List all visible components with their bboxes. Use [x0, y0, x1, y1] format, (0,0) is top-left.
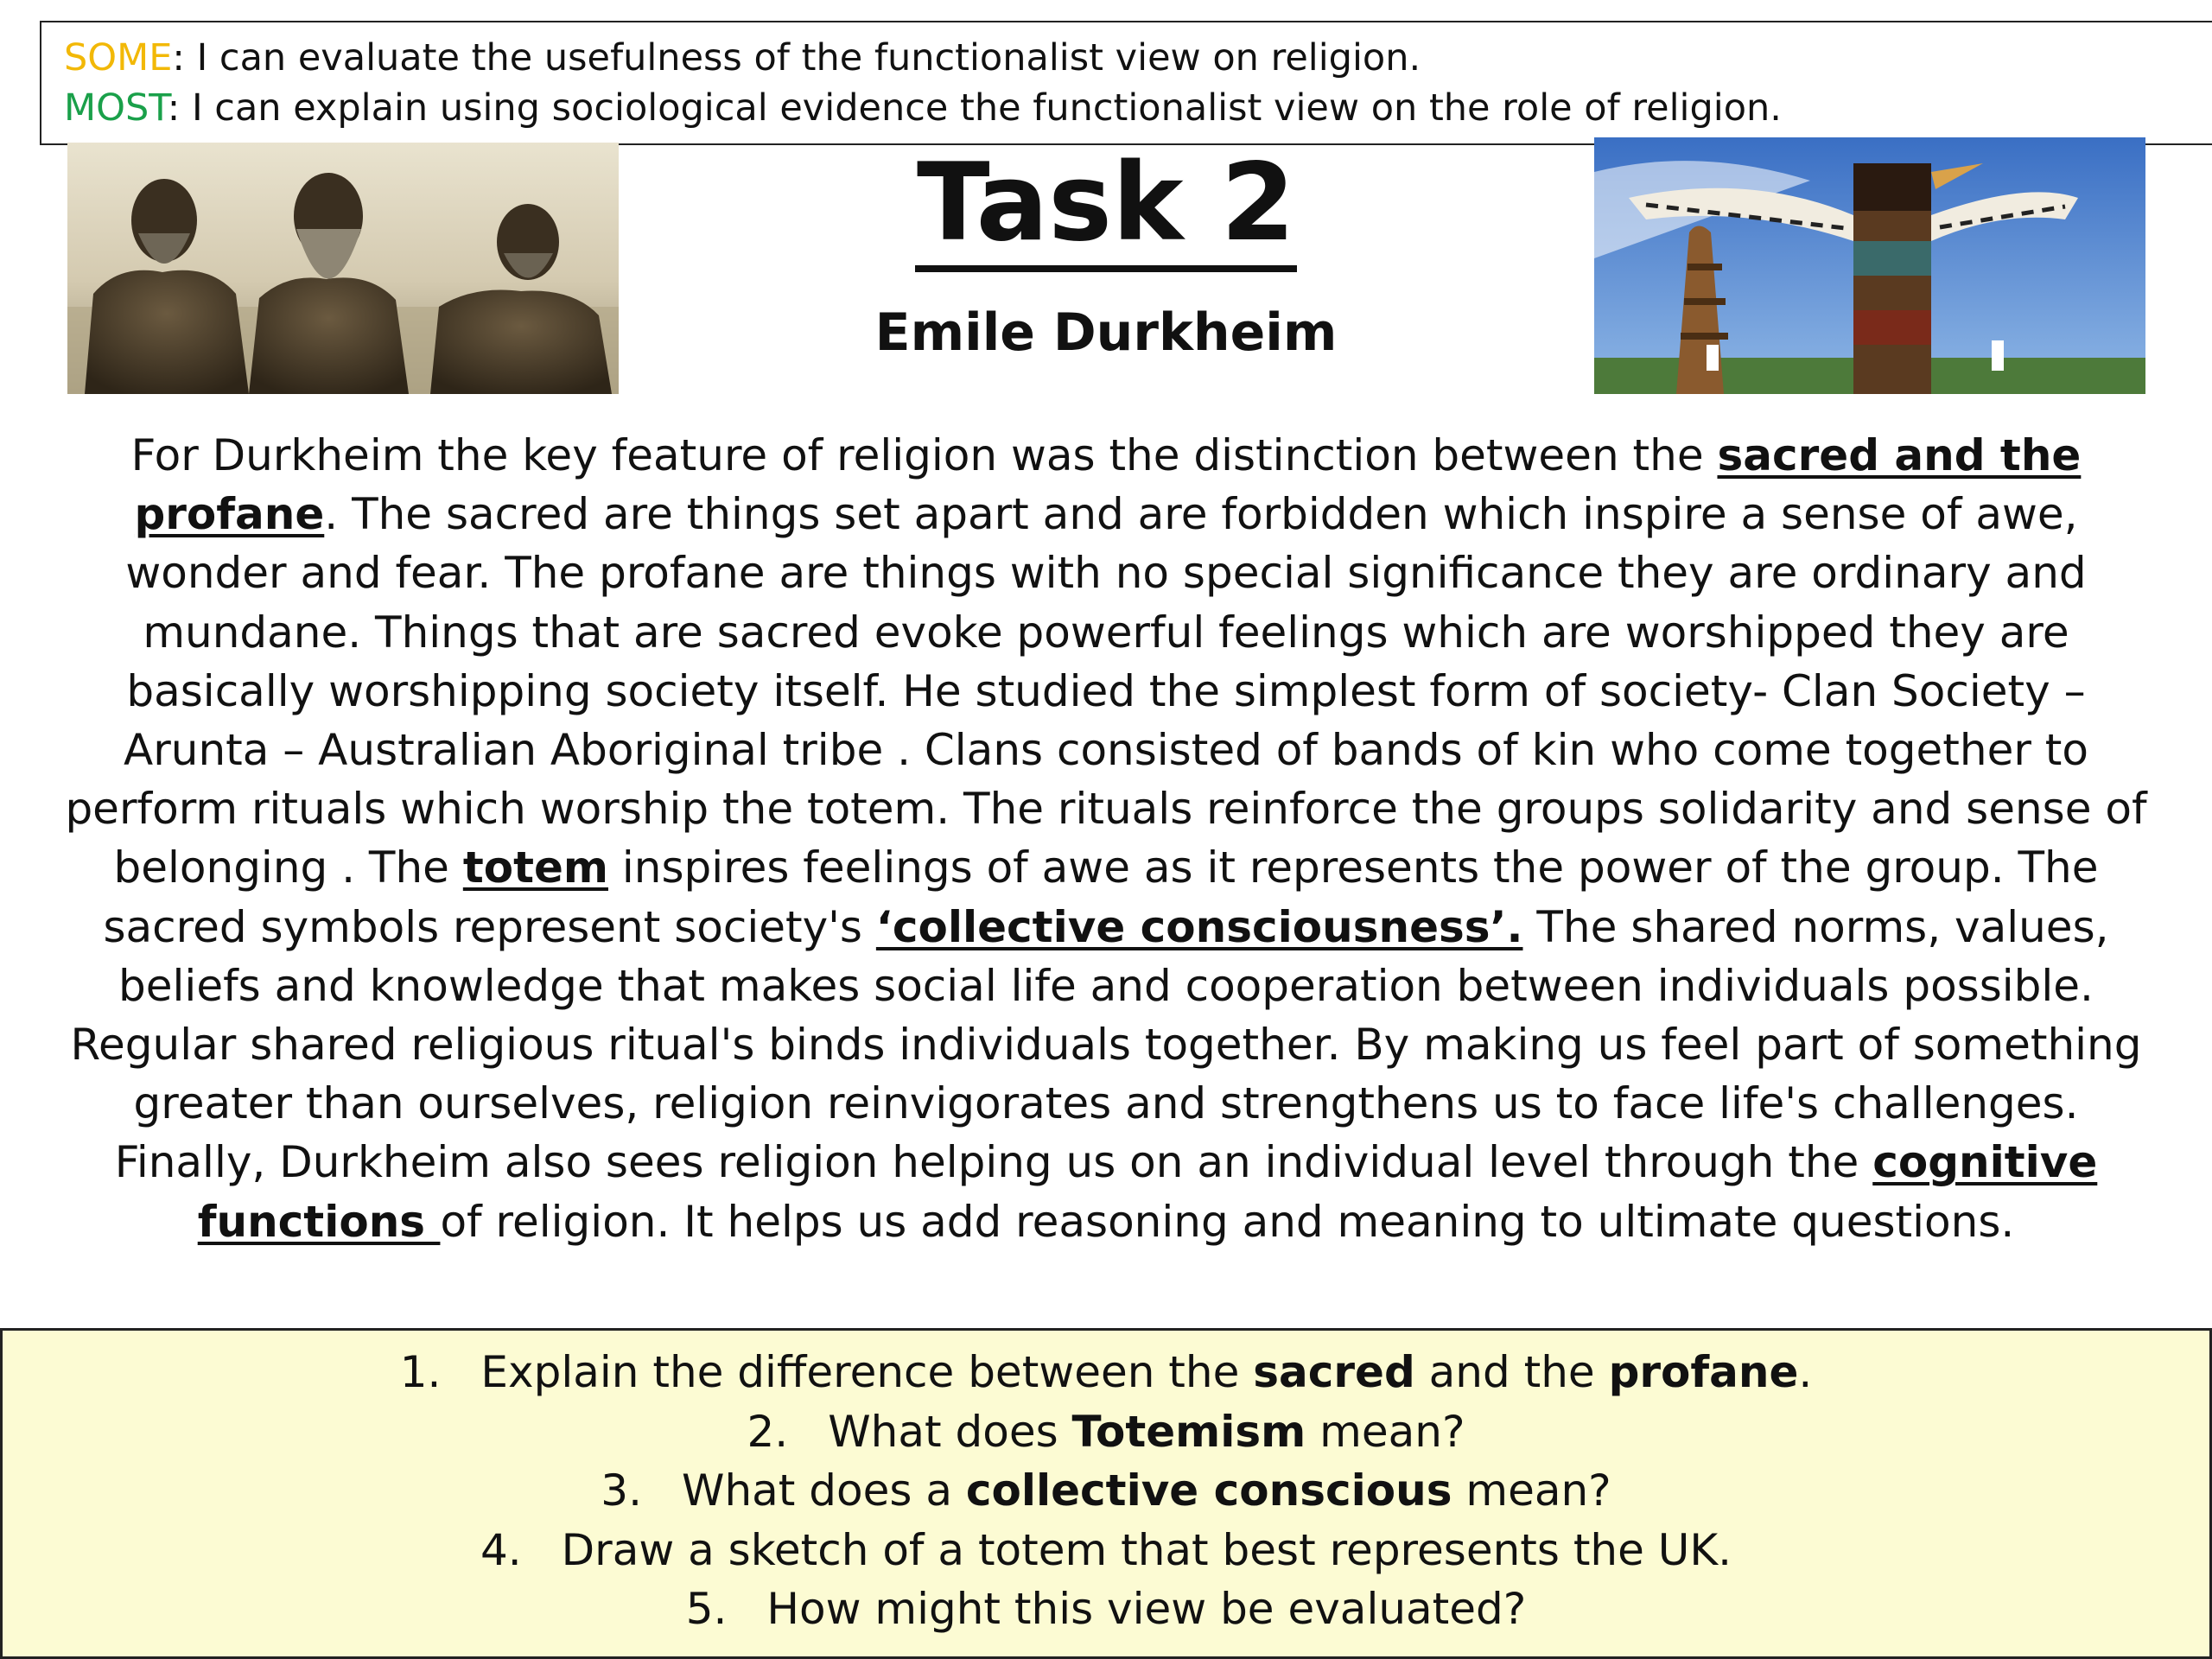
title-text: Task 2: [915, 141, 1297, 272]
most-label: MOST: [64, 86, 168, 130]
task-text: Draw a sketch of a totem that best represents the UK.: [561, 1524, 1732, 1575]
body-part-4: The shared norms, values, beliefs and knowledge that makes social life and cooperation between individuals possible. Regular shared religious ritual's binds individuals together. By making us feel part of something greater than ourselves, religion reinvigorates and strengthens us to face life's challenges. Finally, Durkheim also sees religion helping us on an individual level through the: [70, 901, 2142, 1188]
task-list: [3, 1343, 2209, 1639]
task-text: mean?: [1452, 1465, 1611, 1516]
term-cognitive-functions: cognitive functions: [197, 1137, 2098, 1247]
term-collective-consciousness: ‘collective consciousness’.: [875, 901, 1523, 952]
body-part-3: inspires feelings of awe as it represents the power of the group. The sacred symbols represent society's: [103, 842, 2099, 952]
task-item-4: [3, 1521, 2209, 1580]
body-part-5: of religion. It helps us add reasoning and meaning to ultimate questions.: [440, 1196, 2015, 1247]
task-term-sacred: sacred: [1253, 1347, 1415, 1397]
task-text: How might this view be evaluated?: [766, 1584, 1527, 1634]
photo-totem-pole: [1594, 137, 2145, 394]
task-item-1: [3, 1343, 2209, 1402]
body-part-2: . The sacred are things set apart and are forbidden which inspire a sense of awe, wonder and fear. The profane are things with no special significance they are ordinary and mundane. Things that are sacred evoke powerful feelings which are worshipped they are basically worshipping society itself. He studied the simplest form of society- Clan Society – Arunta – Australian Aboriginal tribe . Clans consisted of bands of kin who come together to perform rituals which worship the totem. The rituals reinforce the groups solidarity and sense of belonging . The: [65, 489, 2147, 893]
task-text: and the: [1414, 1347, 1609, 1397]
task-questions-box: [0, 1328, 2212, 1659]
term-totem: totem: [462, 842, 608, 893]
task-term-profane: profane: [1608, 1347, 1799, 1397]
objective-most: [64, 83, 2212, 133]
task-term-collective-conscious: collective conscious: [965, 1465, 1452, 1516]
task-text: Explain the difference between the: [480, 1347, 1254, 1397]
most-text: : I can explain using sociological evidence the functionalist view on the role of religion.: [167, 86, 1782, 130]
task-term-totemism: Totemism: [1071, 1406, 1306, 1457]
page-subtitle: Emile Durkheim: [874, 302, 1338, 363]
body-part-1: For Durkheim the key feature of religion was the distinction between the: [130, 430, 1718, 480]
some-text: : I can evaluate the usefulness of the functionalist view on religion.: [172, 36, 1421, 79]
learning-objectives-box: [40, 21, 2212, 145]
task-item-3: [3, 1461, 2209, 1521]
term-sacred-profane: sacred and the profane: [134, 430, 2082, 540]
task-number: 5.: [685, 1584, 728, 1634]
task-text: What does: [828, 1406, 1072, 1457]
task-number: 2.: [747, 1406, 789, 1457]
task-item-2: [3, 1402, 2209, 1462]
task-item-5: [3, 1580, 2209, 1639]
task-number: 1.: [399, 1347, 442, 1397]
task-text: What does a: [682, 1465, 966, 1516]
task-number: 4.: [480, 1524, 522, 1575]
task-text: mean?: [1306, 1406, 1465, 1457]
task-text: .: [1798, 1347, 1813, 1397]
some-label: SOME: [64, 36, 173, 79]
body-text: [60, 426, 2152, 1251]
task-number: 3.: [601, 1465, 643, 1516]
objective-some: [64, 33, 2212, 83]
